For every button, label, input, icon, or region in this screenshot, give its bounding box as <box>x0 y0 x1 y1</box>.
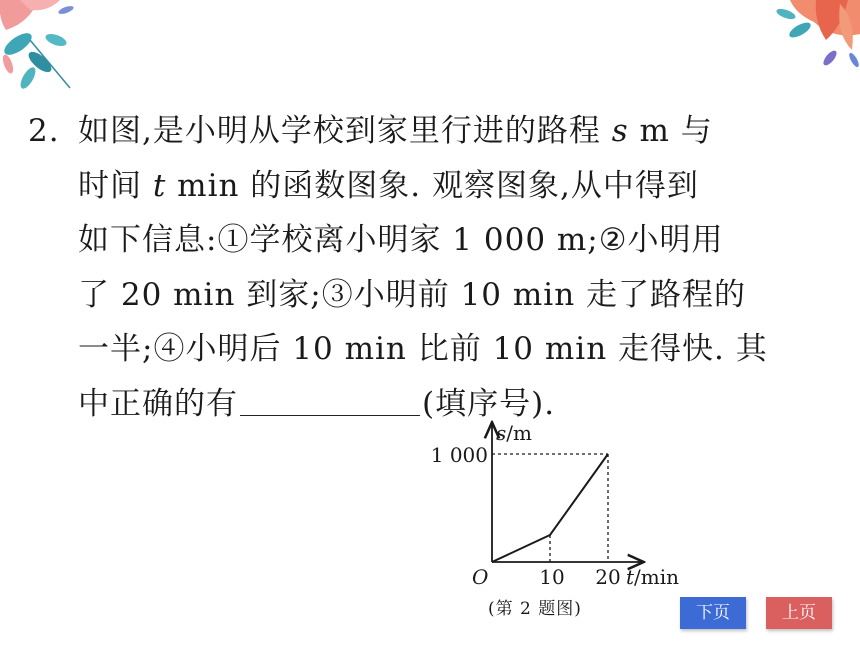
x-tick-label-20: 20 <box>595 565 621 589</box>
x-axis-label: t/min <box>626 565 680 589</box>
answer-blank[interactable] <box>240 385 420 416</box>
next-page-button[interactable]: 下页 <box>680 597 746 629</box>
origin-label: O <box>472 565 489 589</box>
problem-text <box>28 104 828 431</box>
floral-decoration-right-icon <box>730 0 860 70</box>
y-axis-label: s/m <box>496 421 532 445</box>
problem-line-4: 了 20 min 到家;③小明前 10 min 走了路程的 <box>78 276 747 313</box>
problem-number: 2. <box>28 113 60 149</box>
y-tick-label: 1 000 <box>430 443 488 467</box>
prev-page-button[interactable]: 上页 <box>766 597 832 629</box>
x-tick-label-10: 10 <box>539 565 565 589</box>
problem-line-2: 时间 t min 的函数图象. 观察图象,从中得到 <box>78 167 699 204</box>
floral-decoration-left-icon <box>0 0 110 95</box>
graph-line <box>492 454 608 562</box>
function-graph <box>420 418 710 598</box>
problem-line-3: 如下信息:①学校离小明家 1 000 m;②小明用 <box>78 222 724 258</box>
variable-s: s <box>611 113 629 149</box>
problem-line-1: 2. 如图,是小明从学校到家里行进的路程 s m 与 <box>28 104 828 159</box>
function-graph-figure <box>420 418 710 628</box>
problem-line-6: 中正确的有 (填序号). <box>78 385 556 422</box>
figure-caption: (第 2 题图) <box>488 599 582 619</box>
variable-t: t <box>152 167 167 204</box>
problem-line-5: 一半;④小明后 10 min 比前 10 min 走得快. 其 <box>78 331 768 367</box>
